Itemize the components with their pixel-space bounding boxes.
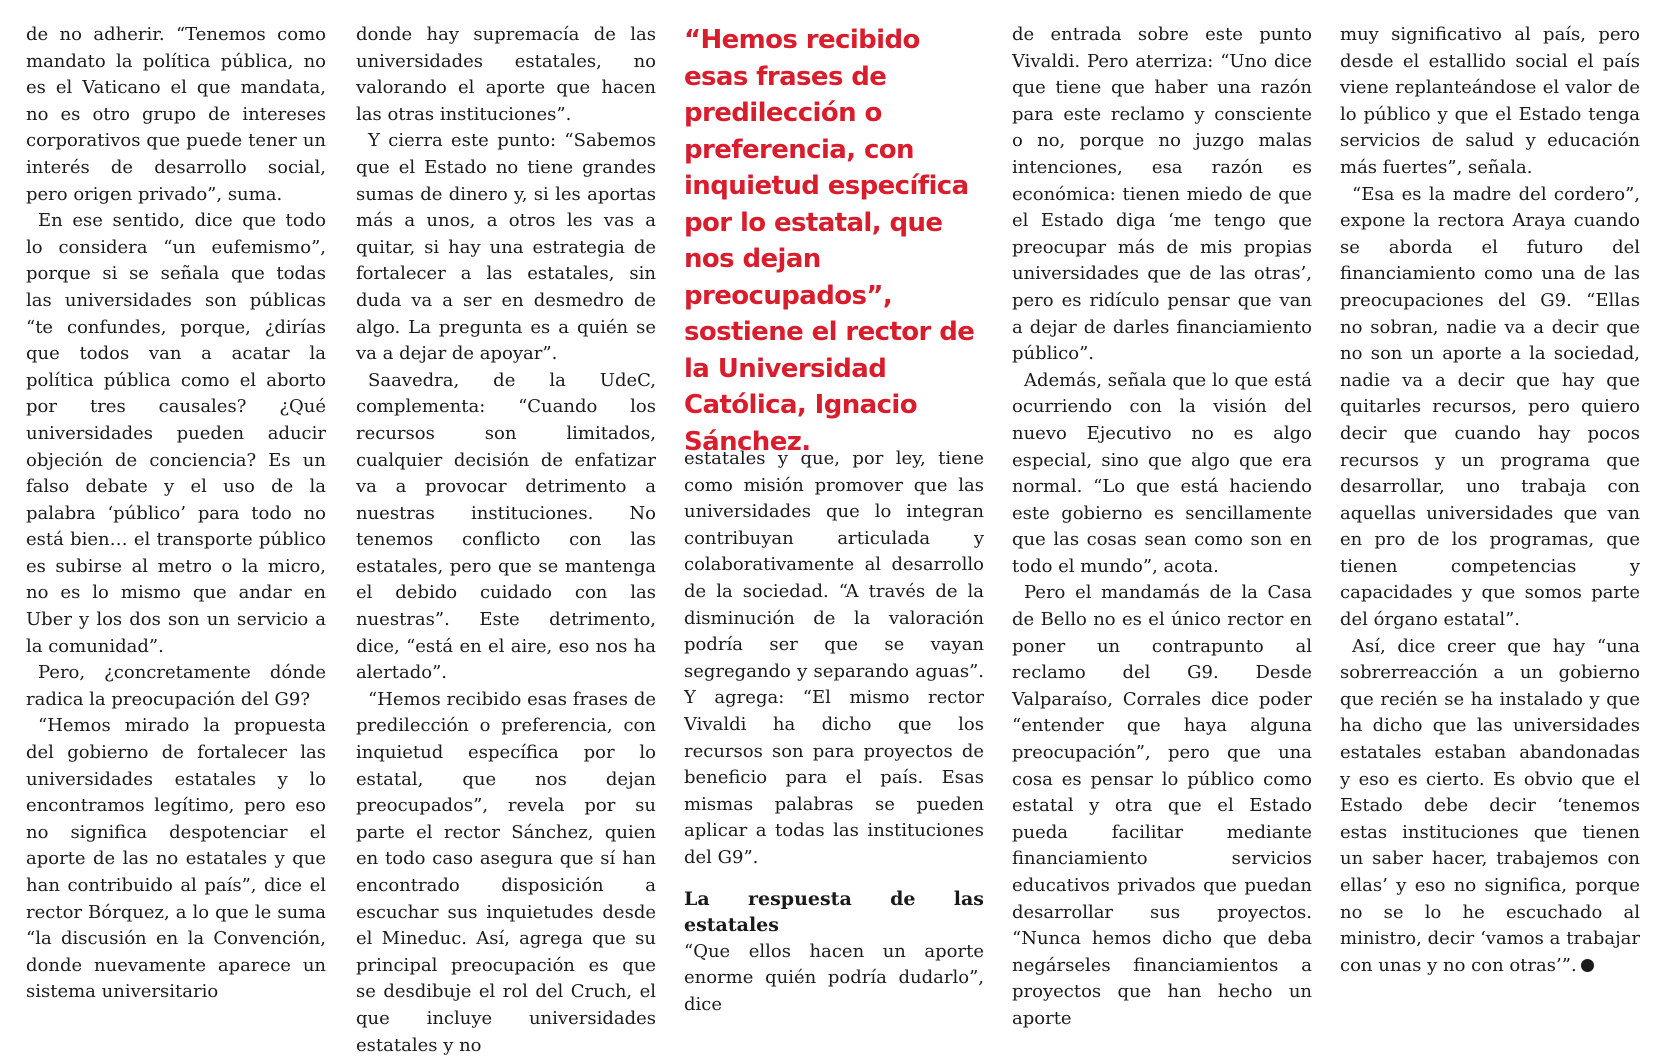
column-3	[684, 446, 984, 1018]
paragraph: Saavedra, de la UdeC, complementa: “Cuando los recursos son limitados, cualquier decisión de enfatizar va a provocar detrimento a nuestras instituciones. No tenemos conflicto con las estatales, pero que se mantenga el debido cuidado con las nuestras”. Este detrimento, dice, “está en el aire, eso nos ha alertado”.	[356, 369, 656, 684]
end-of-article-icon	[1581, 959, 1594, 972]
column-2	[356, 22, 656, 1059]
paragraph: “Hemos mirado la propuesta del gobierno de fortalecer las universidades estatales y lo encontramos legítimo, pero eso no significa despotenciar el aporte de las no estatales y que han contribuido al país”, dice el rector Bórquez, a lo que le suma “la discusión en la Convención, donde nuevamente aparece un sistema universitario	[26, 715, 326, 1003]
paragraph: Y cierra este punto: “Sabemos que el Estado no tiene grandes sumas de dinero y, si les aportas más a unos, a otros les vas a quitar, si hay una estrategia de fortalecer a las estatales, sin duda va a ser en desmedro de algo. La pregunta es a quién se va a dejar de apoyar”.	[356, 130, 656, 365]
paragraph: de no adherir. “Tenemos como mandato la política pública, no es el Vaticano el que mandata, no es otro grupo de intereses corporativos que puede tener un interés de desarrollo social, pero origen privado”, suma.	[26, 24, 326, 205]
paragraph: estatales y que, por ley, tiene como misión promover que las universidades que lo integran contribuyan articulada y colaborativamente al desarrollo de la sociedad. “A través de la disminución de la valoración podría ser que se vayan segregando y separando aguas”. Y agrega: “El mismo rector Vivaldi ha dicho que los recursos son para proyectos de beneficio para el país. Esas mismas palabras se pueden aplicar a todas las instituciones del G9”.	[684, 448, 984, 868]
paragraph-text: Así, dice creer que hay “una sobrerreacción a un gobierno que recién se ha instalado y que ha dicho que las universidades estatales estaban abandonadas y eso es cierto. Es obvio que el Estado debe decir ‘tenemos estas instituciones que tienen un saber hacer, trabajemos con ellas’ y eso no significa, porque no se lo he escuchado al ministro, decir ‘vamos a trabajar con unas y no con otras’”.	[1340, 635, 1640, 976]
column-1	[26, 22, 326, 1006]
paragraph: Pero, ¿concretamente dónde radica la preocupación del G9?	[26, 662, 326, 710]
paragraph: Pero el mandamás de la Casa de Bello no es el único rector en poner un contrapunto al reclamo del G9. Desde Valparaíso, Corrales dice poder “entender que haya alguna preocupación”, pero que una cosa es pensar lo público como estatal y otra que el Estado pueda facilitar mediante financiamiento servicios educativos privados que puedan desarrollar sus proyectos. “Nunca hemos dicho que deba negárseles financiamientos a proyectos que han hecho un aporte	[1012, 582, 1312, 1029]
paragraph: de entrada sobre este punto Vivaldi. Pero aterriza: “Uno dice que tiene que haber una razón para este reclamo y consciente o no, porque no juzgo malas intenciones, esa razón es económica: tienen miedo de que el Estado diga ‘me tengo que preocupar más de mis propias universidades que de las otras’, pero es ridículo pensar que van a dejar de darles financiamiento público”.	[1012, 24, 1312, 365]
paragraph: “Hemos recibido esas frases de predilección o preferencia, con inquietud específica por lo estatal, que nos dejan preocupados”, revela por su parte el rector Sánchez, quien en todo caso asegura que sí han encontrado disposición a escuchar sus inquietudes desde el Mineduc. Así, agrega que su principal preocupación es que se desdibuje el rol del Cruch, el que incluye universidades estatales y no	[356, 688, 656, 1056]
paragraph	[1340, 634, 1640, 980]
pull-quote: “Hemos recibido esas frases de predilección o preferencia, con inquietud específica por lo estatal, que nos dejan preocupados”, sostiene el rector de la Universidad Católica, Ignacio Sánchez.	[684, 25, 975, 457]
paragraph: muy significativo al país, pero desde el estallido social el país viene replanteándose el valor de lo público y que el Estado tenga servicios de salud y educación más fuertes”, señala.	[1340, 24, 1640, 178]
paragraph: “Esa es la madre del cordero”, expone la rectora Araya cuando se aborda el futuro del financiamiento como una de las preocupaciones del G9. “Ellas no sobran, nadie va a decir que no son un aporte a la sociedad, nadie va a decir que hay que quitarles recursos, pero quiero decir que cuando hay pocos recursos y un programa que desarrollar, uno trabaja con aquellas universidades que van en pro de los programas, que tienen competencias y capacidades y que somos parte del órgano estatal”.	[1340, 183, 1640, 631]
paragraph: “Que ellos hacen un aporte enorme quién podría dudarlo”, dice	[684, 940, 984, 1015]
column-5	[1340, 22, 1640, 979]
paragraph: En ese sentido, dice que todo lo considera “un eufemismo”, porque si se señala que todas las universidades son públicas “te confundes, porque, ¿dirías que todos van a acatar la política pública como el aborto por tres causales? ¿Qué universidades pueden aducir objeción de conciencia? Es un falso debate y el uso de la palabra ‘público’ para todo no está bien… el transporte público es subirse al metro o la micro, no es lo mismo que andar en Uber y los dos son un servicio a la comunidad”.	[26, 210, 326, 657]
paragraph: Además, señala que lo que está ocurriendo con la visión del nuevo Ejecutivo no es algo especial, sino que algo que era normal. “Lo que está haciendo este gobierno es sencillamente que las cosas sean como son en todo el mundo”, acota.	[1012, 369, 1312, 577]
paragraph: donde hay supremacía de las universidades estatales, no valorando el aporte que hacen las otras instituciones”.	[356, 24, 656, 125]
column-4	[1012, 22, 1312, 1033]
section-subhead: La respuesta de las estatales	[684, 887, 984, 937]
